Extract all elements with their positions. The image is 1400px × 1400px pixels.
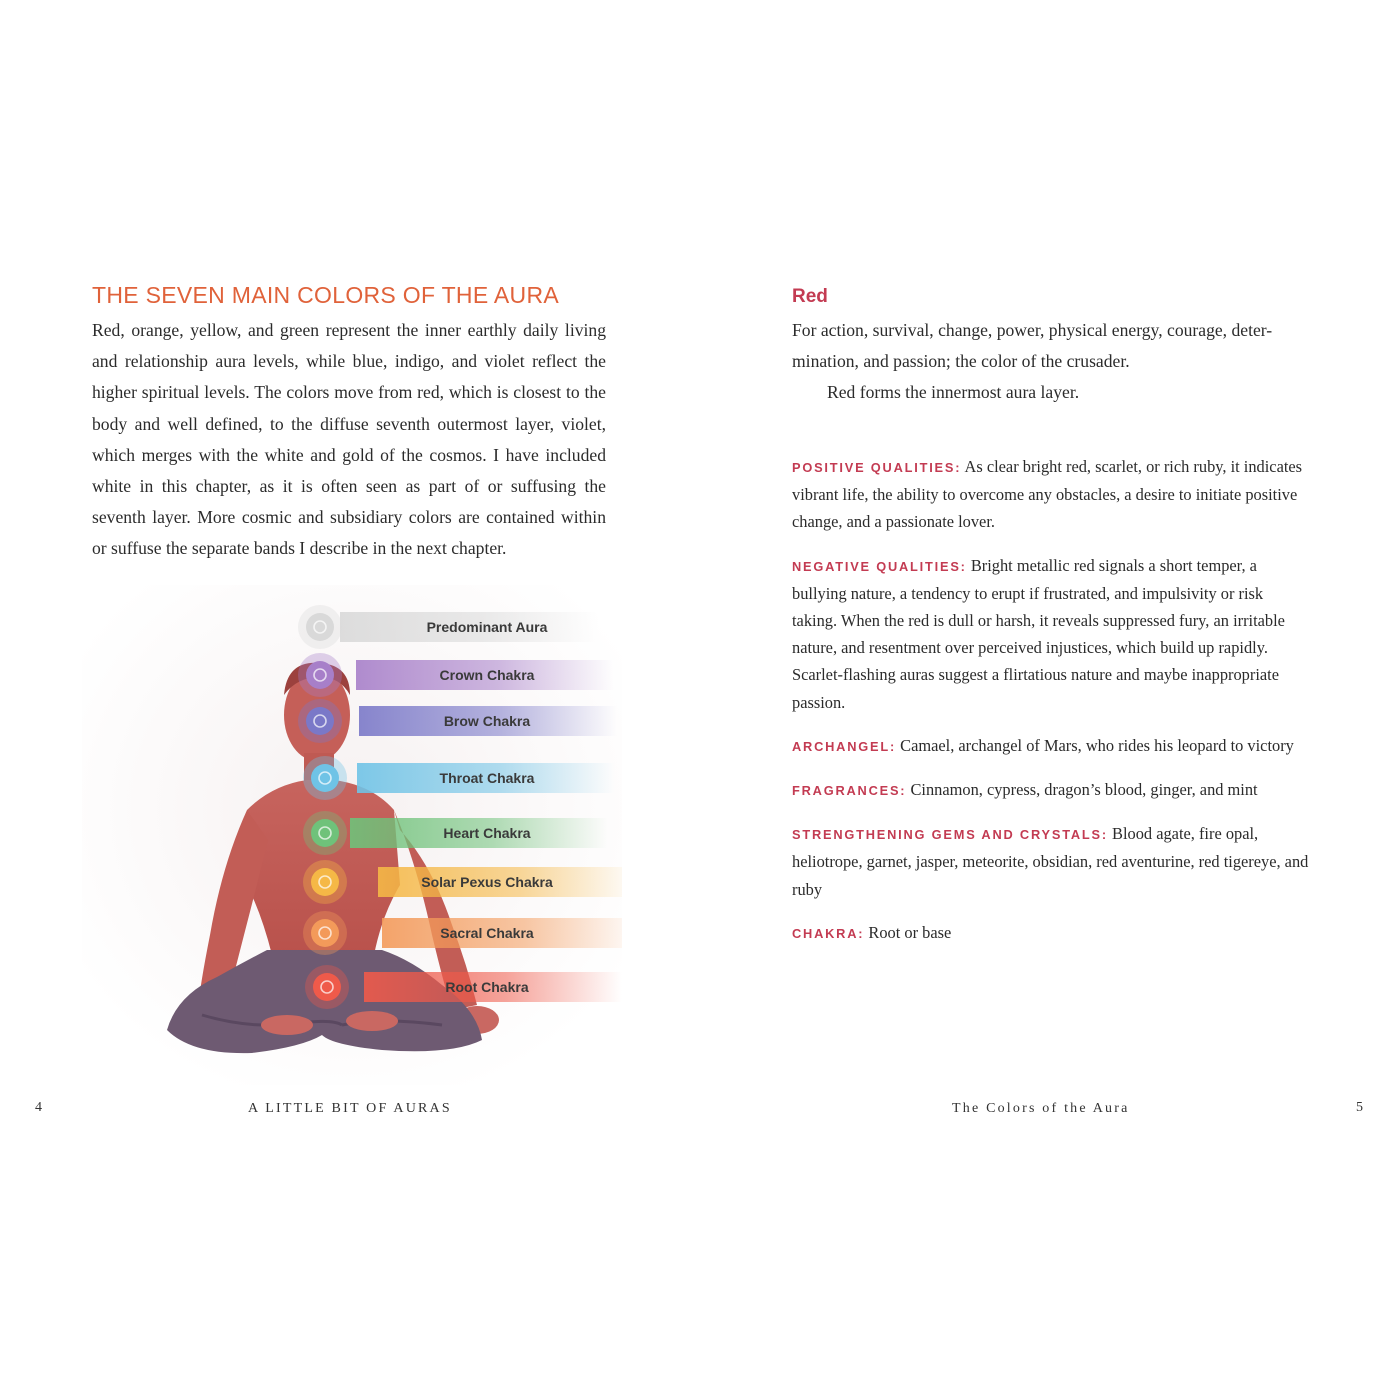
quality-label: FRAGRANCES:	[792, 783, 907, 799]
quality-negative	[792, 552, 1312, 716]
quality-text: Bright metallic red signals a short temper, a bullying nature, a tendency to erupt if frustrated, and impulsivity or risk taking. When the red is dull or harsh, it reveals suppressed fury, an irritable nature, and resentment over perceived injustices, which build up rapidly. Scarlet-flashing auras suggest a flirtatious nature and maybe inappropriate passion.	[792, 555, 1285, 712]
quality-text: Cinnamon, cypress, dragon’s blood, ginger, and mint	[910, 780, 1258, 800]
quality-label: POSITIVE QUALITIES:	[792, 460, 962, 475]
chakra-label: Throat Chakra	[439, 770, 535, 786]
quality-text: Blood agate, fire opal, heliotrope, garnet, jasper, meteorite, obsidian, red aventurine, red tigereye, and ruby	[792, 824, 1309, 899]
chakra-dot	[311, 868, 339, 896]
chakra-label: Brow Chakra	[443, 713, 531, 729]
quality-label: NEGATIVE QUALITIES:	[792, 558, 967, 574]
chakra-label: Solar Pexus Chakra	[421, 874, 553, 890]
chakra-dot	[313, 973, 341, 1001]
chakra-dot	[311, 919, 339, 947]
quality-text: Camael, archangel of Mars, who rides his leopard to victory	[900, 735, 1294, 755]
color-title: Red	[792, 286, 828, 307]
quality-label: ARCHANGEL:	[792, 738, 897, 754]
chakra-dot	[311, 764, 339, 792]
quality-label: CHAKRA:	[792, 925, 865, 941]
chakra-dot	[306, 613, 334, 641]
chakra-label: Crown Chakra	[439, 667, 535, 683]
chakra-label: Heart Chakra	[443, 825, 531, 841]
chakra-label: Root Chakra	[445, 979, 529, 995]
quality-gems	[792, 820, 1312, 903]
page-number-left: 4	[35, 1100, 42, 1115]
intro-paragraph: Red, orange, yellow, and green represent the inner earthly daily living and relationship aura levels, while blue, indigo, and violet reflect the higher spiritual levels. The colors move from red, which is closest to the body and well defined, to the diffuse seventh outermost layer, violet, which merges with the white and gold of the cosmos. I have included white in this chapter, as it is often seen as part of or suffusing the seventh layer. More cosmic and subsidiary colors are contained within or suffuse the separate bands I describe in the next chapter.	[92, 320, 606, 559]
chakra-figure	[82, 585, 622, 1085]
chakra-dot	[311, 819, 339, 847]
color-note: Red forms the innermost aura layer.	[827, 382, 1080, 402]
color-description-block	[792, 315, 1312, 408]
quality-label: STRENGTHENING GEMS AND CRYSTALS:	[792, 827, 1108, 843]
quality-text: Root or base	[868, 922, 952, 942]
chakra-dot	[306, 707, 334, 735]
chakra-dot	[306, 661, 334, 689]
quality-fragrances	[792, 776, 1312, 804]
chakra-label: Predominant Aura	[426, 619, 548, 635]
section-heading: THE SEVEN MAIN COLORS OF THE AURA	[92, 282, 560, 308]
quality-chakra	[792, 919, 1312, 947]
qualities-list	[792, 453, 1312, 963]
right-page	[700, 0, 1400, 1400]
quality-positive	[792, 453, 1312, 536]
chakra-label: Sacral Chakra	[440, 925, 534, 941]
chakra-illustration	[82, 585, 622, 1085]
quality-archangel	[792, 732, 1312, 760]
page-number-right: 5	[1356, 1100, 1363, 1115]
running-title-left: A LITTLE BIT OF AURAS	[248, 1101, 452, 1116]
color-description: For action, survival, change, power, physical energy, courage, deter-mination, and passion; the color of the crusader.	[792, 320, 1273, 371]
quality-text: As clear bright red, scarlet, or rich ruby, it indicates vibrant life, the ability to overcome any obstacles, a desire to initiate positive change, and a passionate lover.	[792, 457, 1303, 532]
running-title-right: The Colors of the Aura	[952, 1101, 1130, 1116]
